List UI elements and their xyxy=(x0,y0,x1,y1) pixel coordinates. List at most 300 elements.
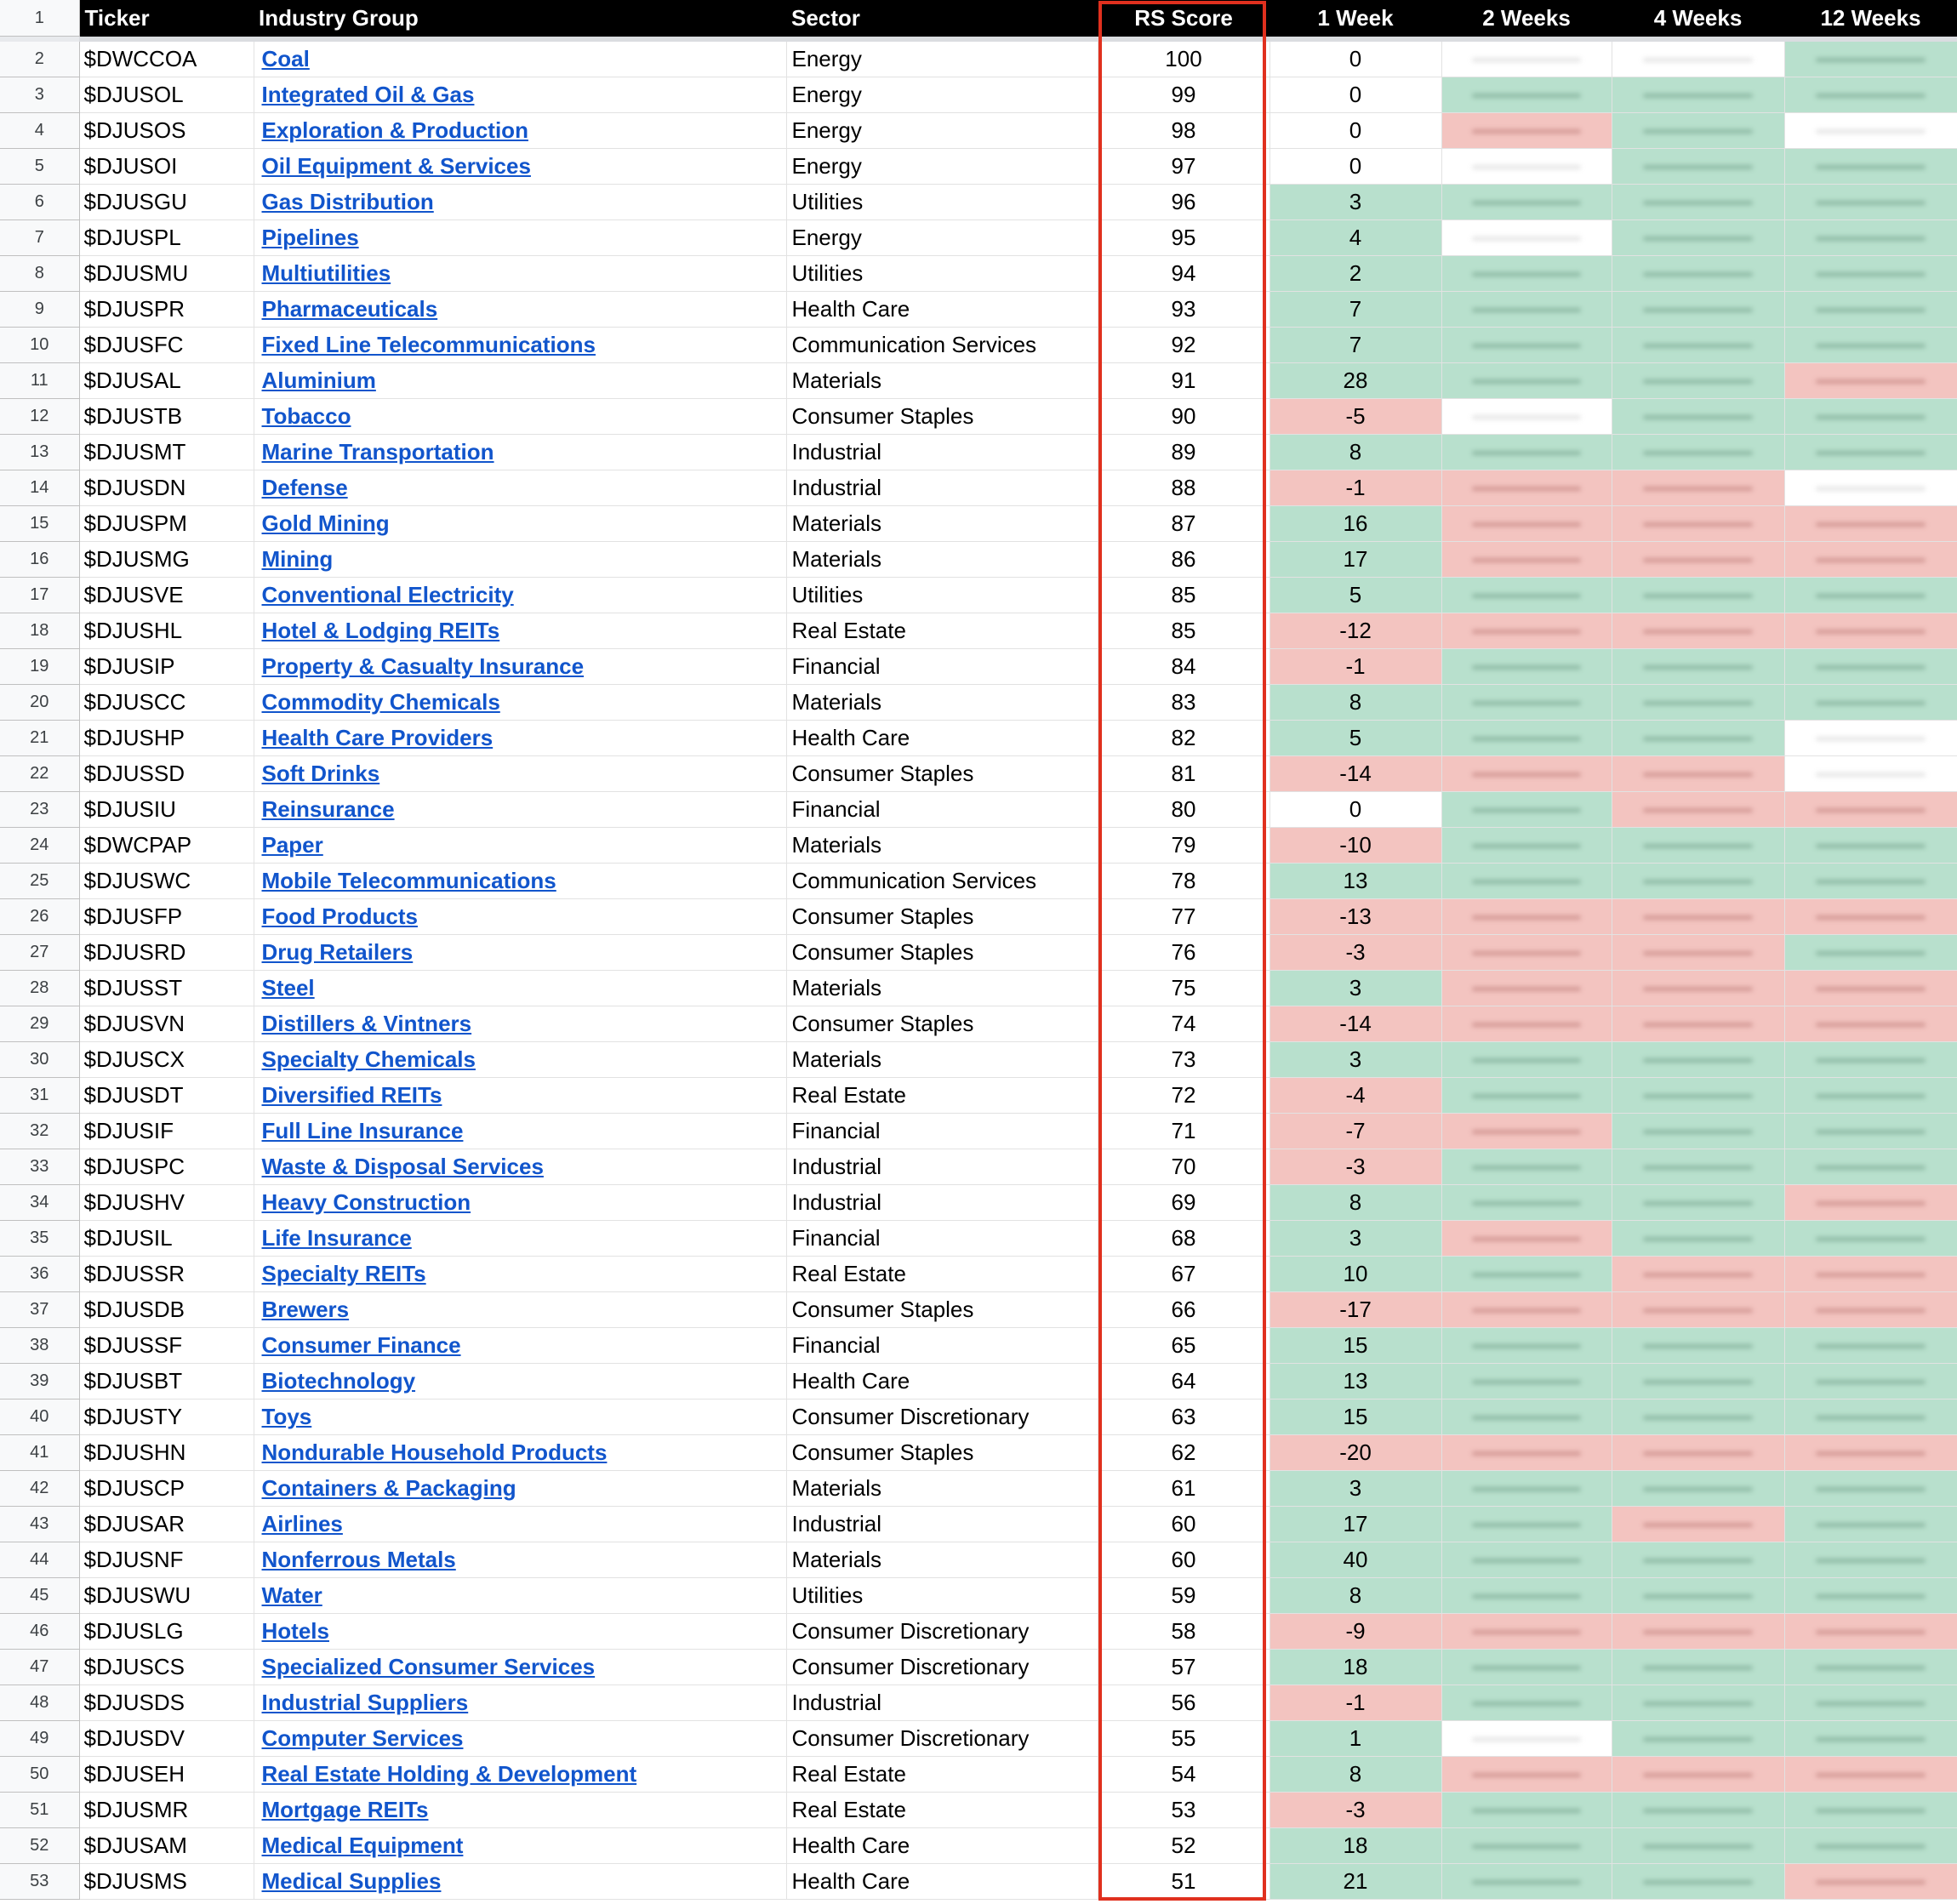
rs-score-cell[interactable]: 87 xyxy=(1098,506,1269,542)
row-number[interactable]: 51 xyxy=(0,1793,79,1828)
two-weeks-change-cell[interactable] xyxy=(1441,792,1612,828)
table-row[interactable] xyxy=(0,328,1957,363)
four-weeks-change-cell[interactable] xyxy=(1612,1042,1784,1078)
twelve-weeks-change-cell[interactable] xyxy=(1784,328,1957,363)
one-week-change-cell[interactable]: 40 xyxy=(1269,1542,1441,1578)
four-weeks-change-cell[interactable] xyxy=(1612,1257,1784,1292)
industry-group-cell[interactable] xyxy=(254,1471,786,1507)
four-weeks-change-cell[interactable] xyxy=(1612,685,1784,721)
one-week-change-cell[interactable]: -14 xyxy=(1269,756,1441,792)
one-week-change-cell[interactable]: 15 xyxy=(1269,1399,1441,1435)
sector-cell[interactable]: Health Care xyxy=(786,292,1098,328)
one-week-change-cell[interactable]: 5 xyxy=(1269,721,1441,756)
industry-group-link[interactable]: Pharmaceuticals xyxy=(261,296,438,322)
four-weeks-change-cell[interactable] xyxy=(1612,1364,1784,1399)
table-row[interactable] xyxy=(0,1221,1957,1257)
two-weeks-change-cell[interactable] xyxy=(1441,1185,1612,1221)
table-row[interactable] xyxy=(0,1578,1957,1614)
sector-cell[interactable]: Real Estate xyxy=(786,1793,1098,1828)
table-row[interactable] xyxy=(0,1399,1957,1435)
two-weeks-change-cell[interactable] xyxy=(1441,1328,1612,1364)
row-number[interactable]: 53 xyxy=(0,1864,79,1900)
one-week-change-cell[interactable]: 8 xyxy=(1269,1185,1441,1221)
row-number[interactable]: 28 xyxy=(0,971,79,1006)
table-row[interactable] xyxy=(0,220,1957,256)
ticker-cell[interactable]: $DJUSVN xyxy=(79,1006,254,1042)
two-weeks-change-cell[interactable] xyxy=(1441,1578,1612,1614)
row-number[interactable]: 3 xyxy=(0,77,79,113)
row-number[interactable]: 16 xyxy=(0,542,79,578)
row-number[interactable]: 47 xyxy=(0,1650,79,1685)
two-weeks-change-cell[interactable] xyxy=(1441,1257,1612,1292)
ticker-cell[interactable]: $DJUSOI xyxy=(79,149,254,185)
table-row[interactable] xyxy=(0,1149,1957,1185)
twelve-weeks-change-cell[interactable] xyxy=(1784,1507,1957,1542)
ticker-cell[interactable]: $DJUSIU xyxy=(79,792,254,828)
twelve-weeks-change-cell[interactable] xyxy=(1784,1078,1957,1114)
two-weeks-change-cell[interactable] xyxy=(1441,1614,1612,1650)
industry-group-cell[interactable] xyxy=(254,42,786,77)
rs-score-cell[interactable]: 96 xyxy=(1098,185,1269,220)
rs-score-cell[interactable]: 88 xyxy=(1098,470,1269,506)
one-week-change-cell[interactable]: 21 xyxy=(1269,1864,1441,1900)
industry-group-cell[interactable] xyxy=(254,1149,786,1185)
industry-group-link[interactable]: Mortgage REITs xyxy=(261,1797,429,1822)
four-weeks-change-cell[interactable] xyxy=(1612,328,1784,363)
table-row[interactable] xyxy=(0,1721,1957,1757)
four-weeks-change-cell[interactable] xyxy=(1612,1078,1784,1114)
sector-cell[interactable]: Financial xyxy=(786,1328,1098,1364)
row-number[interactable]: 14 xyxy=(0,470,79,506)
industry-group-cell[interactable] xyxy=(254,828,786,864)
industry-group-cell[interactable] xyxy=(254,1257,786,1292)
industry-group-cell[interactable] xyxy=(254,1685,786,1721)
twelve-weeks-change-cell[interactable] xyxy=(1784,77,1957,113)
sector-cell[interactable]: Consumer Staples xyxy=(786,899,1098,935)
table-row[interactable] xyxy=(0,1114,1957,1149)
rs-score-cell[interactable]: 100 xyxy=(1098,42,1269,77)
table-row[interactable] xyxy=(0,756,1957,792)
rs-score-cell[interactable]: 57 xyxy=(1098,1650,1269,1685)
four-weeks-change-cell[interactable] xyxy=(1612,1864,1784,1900)
row-number[interactable]: 31 xyxy=(0,1078,79,1114)
four-weeks-change-cell[interactable] xyxy=(1612,1399,1784,1435)
table-row[interactable] xyxy=(0,1793,1957,1828)
four-weeks-change-cell[interactable] xyxy=(1612,864,1784,899)
table-row[interactable] xyxy=(0,542,1957,578)
rs-score-cell[interactable]: 83 xyxy=(1098,685,1269,721)
twelve-weeks-change-cell[interactable] xyxy=(1784,435,1957,470)
industry-group-cell[interactable] xyxy=(254,1328,786,1364)
two-weeks-change-cell[interactable] xyxy=(1441,470,1612,506)
row-number[interactable]: 41 xyxy=(0,1435,79,1471)
table-row[interactable] xyxy=(0,1292,1957,1328)
twelve-weeks-change-cell[interactable] xyxy=(1784,1185,1957,1221)
sector-cell[interactable]: Materials xyxy=(786,363,1098,399)
two-weeks-change-cell[interactable] xyxy=(1441,1650,1612,1685)
sector-cell[interactable]: Industrial xyxy=(786,1149,1098,1185)
twelve-weeks-change-cell[interactable] xyxy=(1784,721,1957,756)
industry-group-link[interactable]: Exploration & Production xyxy=(261,117,528,143)
two-weeks-change-cell[interactable] xyxy=(1441,1006,1612,1042)
row-number[interactable]: 45 xyxy=(0,1578,79,1614)
two-weeks-change-cell[interactable] xyxy=(1441,220,1612,256)
two-weeks-change-cell[interactable] xyxy=(1441,1542,1612,1578)
industry-group-cell[interactable] xyxy=(254,649,786,685)
sector-cell[interactable]: Real Estate xyxy=(786,1257,1098,1292)
four-weeks-change-cell[interactable] xyxy=(1612,1221,1784,1257)
rs-score-cell[interactable]: 85 xyxy=(1098,578,1269,613)
ticker-cell[interactable]: $DJUSMT xyxy=(79,435,254,470)
twelve-weeks-change-cell[interactable] xyxy=(1784,1864,1957,1900)
sector-cell[interactable]: Materials xyxy=(786,971,1098,1006)
four-weeks-change-cell[interactable] xyxy=(1612,1650,1784,1685)
industry-group-cell[interactable] xyxy=(254,1435,786,1471)
sector-cell[interactable]: Consumer Staples xyxy=(786,1435,1098,1471)
two-weeks-change-cell[interactable] xyxy=(1441,756,1612,792)
one-week-change-cell[interactable]: 4 xyxy=(1269,220,1441,256)
table-row[interactable] xyxy=(0,1650,1957,1685)
four-weeks-change-cell[interactable] xyxy=(1612,1006,1784,1042)
rs-score-cell[interactable]: 79 xyxy=(1098,828,1269,864)
industry-group-cell[interactable] xyxy=(254,721,786,756)
rs-score-cell[interactable]: 51 xyxy=(1098,1864,1269,1900)
four-weeks-change-cell[interactable] xyxy=(1612,1542,1784,1578)
industry-group-cell[interactable] xyxy=(254,185,786,220)
four-weeks-change-cell[interactable] xyxy=(1612,828,1784,864)
industry-group-cell[interactable] xyxy=(254,506,786,542)
ticker-cell[interactable]: $DJUSGU xyxy=(79,185,254,220)
four-weeks-change-cell[interactable] xyxy=(1612,1721,1784,1757)
row-number[interactable]: 48 xyxy=(0,1685,79,1721)
industry-group-link[interactable]: Real Estate Holding & Development xyxy=(261,1761,637,1787)
table-row[interactable] xyxy=(0,185,1957,220)
four-weeks-change-cell[interactable] xyxy=(1612,1292,1784,1328)
four-weeks-change-cell[interactable] xyxy=(1612,1507,1784,1542)
four-weeks-change-cell[interactable] xyxy=(1612,220,1784,256)
sector-cell[interactable]: Materials xyxy=(786,1542,1098,1578)
rs-score-cell[interactable]: 76 xyxy=(1098,935,1269,971)
sector-cell[interactable]: Financial xyxy=(786,792,1098,828)
industry-group-link[interactable]: Commodity Chemicals xyxy=(261,689,500,715)
two-weeks-change-cell[interactable] xyxy=(1441,899,1612,935)
ticker-cell[interactable]: $DJUSSD xyxy=(79,756,254,792)
table-row[interactable] xyxy=(0,792,1957,828)
row-number[interactable]: 25 xyxy=(0,864,79,899)
four-weeks-change-cell[interactable] xyxy=(1612,1757,1784,1793)
row-number[interactable]: 11 xyxy=(0,363,79,399)
twelve-weeks-change-cell[interactable] xyxy=(1784,42,1957,77)
ticker-cell[interactable]: $DJUSDV xyxy=(79,1721,254,1757)
sector-cell[interactable]: Energy xyxy=(786,149,1098,185)
twelve-weeks-change-cell[interactable] xyxy=(1784,220,1957,256)
industry-group-cell[interactable] xyxy=(254,1614,786,1650)
table-row[interactable] xyxy=(0,363,1957,399)
industry-group-cell[interactable] xyxy=(254,864,786,899)
ticker-cell[interactable]: $DJUSHN xyxy=(79,1435,254,1471)
industry-group-cell[interactable] xyxy=(254,685,786,721)
row-number[interactable]: 23 xyxy=(0,792,79,828)
one-week-change-cell[interactable]: -5 xyxy=(1269,399,1441,435)
industry-group-link[interactable]: Pipelines xyxy=(261,225,359,250)
industry-group-link[interactable]: Water xyxy=(261,1582,322,1608)
two-weeks-change-cell[interactable] xyxy=(1441,1793,1612,1828)
row-number[interactable]: 43 xyxy=(0,1507,79,1542)
industry-group-link[interactable]: Biotechnology xyxy=(261,1368,416,1394)
rs-score-cell[interactable]: 91 xyxy=(1098,363,1269,399)
twelve-weeks-change-cell[interactable] xyxy=(1784,542,1957,578)
sector-cell[interactable]: Health Care xyxy=(786,1828,1098,1864)
one-week-change-cell[interactable]: 13 xyxy=(1269,1364,1441,1399)
four-weeks-change-cell[interactable] xyxy=(1612,470,1784,506)
table-row[interactable] xyxy=(0,42,1957,77)
one-week-change-cell[interactable]: 0 xyxy=(1269,42,1441,77)
industry-group-link[interactable]: Paper xyxy=(261,832,323,858)
industry-group-cell[interactable] xyxy=(254,1114,786,1149)
four-weeks-change-cell[interactable] xyxy=(1612,1114,1784,1149)
sector-cell[interactable]: Financial xyxy=(786,1114,1098,1149)
rs-score-cell[interactable]: 84 xyxy=(1098,649,1269,685)
rs-score-cell[interactable]: 70 xyxy=(1098,1149,1269,1185)
row-number[interactable]: 50 xyxy=(0,1757,79,1793)
rs-score-cell[interactable]: 67 xyxy=(1098,1257,1269,1292)
one-week-change-cell[interactable]: 16 xyxy=(1269,506,1441,542)
one-week-change-cell[interactable]: 1 xyxy=(1269,1721,1441,1757)
table-row[interactable] xyxy=(0,828,1957,864)
industry-group-cell[interactable] xyxy=(254,149,786,185)
table-row[interactable] xyxy=(0,1757,1957,1793)
twelve-weeks-change-cell[interactable] xyxy=(1784,363,1957,399)
rs-score-cell[interactable]: 78 xyxy=(1098,864,1269,899)
twelve-weeks-change-cell[interactable] xyxy=(1784,1721,1957,1757)
industry-group-cell[interactable] xyxy=(254,113,786,149)
twelve-weeks-change-cell[interactable] xyxy=(1784,1650,1957,1685)
sector-cell[interactable]: Industrial xyxy=(786,435,1098,470)
table-row[interactable] xyxy=(0,470,1957,506)
one-week-change-cell[interactable]: -20 xyxy=(1269,1435,1441,1471)
twelve-weeks-change-cell[interactable] xyxy=(1784,1471,1957,1507)
two-weeks-change-cell[interactable] xyxy=(1441,1292,1612,1328)
twelve-weeks-change-cell[interactable] xyxy=(1784,1578,1957,1614)
sector-cell[interactable]: Utilities xyxy=(786,256,1098,292)
ticker-cell[interactable]: $DJUSBT xyxy=(79,1364,254,1399)
industry-group-link[interactable]: Fixed Line Telecommunications xyxy=(261,332,596,357)
sector-cell[interactable]: Materials xyxy=(786,828,1098,864)
twelve-weeks-change-cell[interactable] xyxy=(1784,899,1957,935)
table-row[interactable] xyxy=(0,1364,1957,1399)
row-number[interactable]: 2 xyxy=(0,42,79,77)
row-number[interactable]: 24 xyxy=(0,828,79,864)
rs-score-cell[interactable]: 98 xyxy=(1098,113,1269,149)
industry-group-cell[interactable] xyxy=(254,220,786,256)
table-row[interactable] xyxy=(0,721,1957,756)
row-number[interactable]: 30 xyxy=(0,1042,79,1078)
two-weeks-change-cell[interactable] xyxy=(1441,77,1612,113)
two-weeks-change-cell[interactable] xyxy=(1441,971,1612,1006)
industry-group-cell[interactable] xyxy=(254,1828,786,1864)
industry-group-cell[interactable] xyxy=(254,1221,786,1257)
ticker-cell[interactable]: $DJUSFP xyxy=(79,899,254,935)
sector-cell[interactable]: Industrial xyxy=(786,1685,1098,1721)
one-week-change-cell[interactable]: -1 xyxy=(1269,470,1441,506)
row-number[interactable]: 6 xyxy=(0,185,79,220)
four-weeks-change-cell[interactable] xyxy=(1612,1435,1784,1471)
industry-group-link[interactable]: Computer Services xyxy=(261,1725,464,1751)
table-row[interactable] xyxy=(0,1864,1957,1900)
twelve-weeks-change-cell[interactable] xyxy=(1784,256,1957,292)
industry-group-cell[interactable] xyxy=(254,1542,786,1578)
rs-score-cell[interactable]: 99 xyxy=(1098,77,1269,113)
one-week-change-cell[interactable]: 3 xyxy=(1269,1042,1441,1078)
table-row[interactable] xyxy=(0,935,1957,971)
sector-cell[interactable]: Energy xyxy=(786,220,1098,256)
industry-group-link[interactable]: Nondurable Household Products xyxy=(261,1439,608,1465)
four-weeks-change-cell[interactable] xyxy=(1612,1793,1784,1828)
four-weeks-change-cell[interactable] xyxy=(1612,363,1784,399)
ticker-cell[interactable]: $DJUSAL xyxy=(79,363,254,399)
industry-group-link[interactable]: Specialty Chemicals xyxy=(261,1046,476,1072)
sector-cell[interactable]: Consumer Discretionary xyxy=(786,1399,1098,1435)
twelve-weeks-change-cell[interactable] xyxy=(1784,292,1957,328)
ticker-cell[interactable]: $DJUSOS xyxy=(79,113,254,149)
rs-score-cell[interactable]: 60 xyxy=(1098,1507,1269,1542)
table-row[interactable] xyxy=(0,1471,1957,1507)
table-row[interactable] xyxy=(0,1542,1957,1578)
row-number[interactable]: 32 xyxy=(0,1114,79,1149)
two-weeks-change-cell[interactable] xyxy=(1441,649,1612,685)
industry-group-link[interactable]: Hotel & Lodging REITs xyxy=(261,618,500,643)
twelve-weeks-change-cell[interactable] xyxy=(1784,470,1957,506)
row-number[interactable]: 34 xyxy=(0,1185,79,1221)
ticker-cell[interactable]: $DJUSDB xyxy=(79,1292,254,1328)
industry-group-link[interactable]: Industrial Suppliers xyxy=(261,1690,469,1715)
two-weeks-change-cell[interactable] xyxy=(1441,578,1612,613)
four-weeks-change-cell[interactable] xyxy=(1612,77,1784,113)
sector-cell[interactable]: Materials xyxy=(786,1042,1098,1078)
four-weeks-change-cell[interactable] xyxy=(1612,292,1784,328)
industry-group-link[interactable]: Brewers xyxy=(261,1297,350,1322)
column-header-12-weeks[interactable]: 12 Weeks xyxy=(1784,0,1957,37)
industry-group-cell[interactable] xyxy=(254,1364,786,1399)
rs-score-cell[interactable]: 66 xyxy=(1098,1292,1269,1328)
row-number[interactable]: 37 xyxy=(0,1292,79,1328)
table-row[interactable] xyxy=(0,1185,1957,1221)
industry-group-cell[interactable] xyxy=(254,756,786,792)
twelve-weeks-change-cell[interactable] xyxy=(1784,1221,1957,1257)
sector-cell[interactable]: Health Care xyxy=(786,1364,1098,1399)
rs-score-cell[interactable]: 64 xyxy=(1098,1364,1269,1399)
row-number[interactable]: 13 xyxy=(0,435,79,470)
industry-group-link[interactable]: Medical Equipment xyxy=(261,1833,464,1858)
industry-group-link[interactable]: Integrated Oil & Gas xyxy=(261,82,475,107)
four-weeks-change-cell[interactable] xyxy=(1612,185,1784,220)
two-weeks-change-cell[interactable] xyxy=(1441,328,1612,363)
rs-score-cell[interactable]: 90 xyxy=(1098,399,1269,435)
industry-group-cell[interactable] xyxy=(254,470,786,506)
ticker-cell[interactable]: $DJUSAR xyxy=(79,1507,254,1542)
rs-score-cell[interactable]: 71 xyxy=(1098,1114,1269,1149)
ticker-cell[interactable]: $DJUSSF xyxy=(79,1328,254,1364)
table-row[interactable] xyxy=(0,77,1957,113)
two-weeks-change-cell[interactable] xyxy=(1441,363,1612,399)
industry-group-link[interactable]: Mobile Telecommunications xyxy=(261,868,556,893)
industry-group-link[interactable]: Heavy Construction xyxy=(261,1189,471,1215)
row-number[interactable]: 38 xyxy=(0,1328,79,1364)
rs-score-cell[interactable]: 77 xyxy=(1098,899,1269,935)
two-weeks-change-cell[interactable] xyxy=(1441,1221,1612,1257)
industry-group-link[interactable]: Specialized Consumer Services xyxy=(261,1654,596,1679)
rs-score-cell[interactable]: 56 xyxy=(1098,1685,1269,1721)
rs-score-cell[interactable]: 74 xyxy=(1098,1006,1269,1042)
two-weeks-change-cell[interactable] xyxy=(1441,1507,1612,1542)
table-row[interactable] xyxy=(0,292,1957,328)
four-weeks-change-cell[interactable] xyxy=(1612,1471,1784,1507)
two-weeks-change-cell[interactable] xyxy=(1441,1078,1612,1114)
industry-group-cell[interactable] xyxy=(254,399,786,435)
sector-cell[interactable]: Consumer Staples xyxy=(786,1006,1098,1042)
industry-group-cell[interactable] xyxy=(254,1864,786,1900)
industry-group-link[interactable]: Medical Supplies xyxy=(261,1868,442,1894)
ticker-cell[interactable]: $DJUSCS xyxy=(79,1650,254,1685)
table-row[interactable] xyxy=(0,1828,1957,1864)
twelve-weeks-change-cell[interactable] xyxy=(1784,864,1957,899)
ticker-cell[interactable]: $DJUSRD xyxy=(79,935,254,971)
ticker-cell[interactable]: $DJUSVE xyxy=(79,578,254,613)
one-week-change-cell[interactable]: -4 xyxy=(1269,1078,1441,1114)
table-row[interactable] xyxy=(0,1685,1957,1721)
one-week-change-cell[interactable]: -3 xyxy=(1269,935,1441,971)
ticker-cell[interactable]: $DJUSMU xyxy=(79,256,254,292)
row-number[interactable]: 39 xyxy=(0,1364,79,1399)
twelve-weeks-change-cell[interactable] xyxy=(1784,506,1957,542)
row-number-header[interactable]: 1 xyxy=(0,0,79,37)
industry-group-link[interactable]: Coal xyxy=(261,46,310,71)
industry-group-link[interactable]: Health Care Providers xyxy=(261,725,494,750)
ticker-cell[interactable]: $DJUSSR xyxy=(79,1257,254,1292)
industry-group-link[interactable]: Distillers & Vintners xyxy=(261,1011,472,1036)
ticker-cell[interactable]: $DJUSIL xyxy=(79,1221,254,1257)
one-week-change-cell[interactable]: 18 xyxy=(1269,1650,1441,1685)
four-weeks-change-cell[interactable] xyxy=(1612,1185,1784,1221)
column-header-1-week[interactable]: 1 Week xyxy=(1269,0,1441,37)
four-weeks-change-cell[interactable] xyxy=(1612,1328,1784,1364)
row-number[interactable]: 5 xyxy=(0,149,79,185)
one-week-change-cell[interactable]: 3 xyxy=(1269,1221,1441,1257)
twelve-weeks-change-cell[interactable] xyxy=(1784,149,1957,185)
one-week-change-cell[interactable]: -10 xyxy=(1269,828,1441,864)
twelve-weeks-change-cell[interactable] xyxy=(1784,613,1957,649)
two-weeks-change-cell[interactable] xyxy=(1441,1721,1612,1757)
column-header-rs-score[interactable]: RS Score xyxy=(1098,0,1269,37)
twelve-weeks-change-cell[interactable] xyxy=(1784,578,1957,613)
two-weeks-change-cell[interactable] xyxy=(1441,185,1612,220)
table-row[interactable] xyxy=(0,649,1957,685)
industry-group-link[interactable]: Multiutilities xyxy=(261,260,391,286)
twelve-weeks-change-cell[interactable] xyxy=(1784,1614,1957,1650)
four-weeks-change-cell[interactable] xyxy=(1612,1614,1784,1650)
ticker-cell[interactable]: $DJUSCP xyxy=(79,1471,254,1507)
row-number[interactable]: 12 xyxy=(0,399,79,435)
industry-group-cell[interactable] xyxy=(254,1793,786,1828)
one-week-change-cell[interactable]: -13 xyxy=(1269,899,1441,935)
one-week-change-cell[interactable]: 0 xyxy=(1269,149,1441,185)
twelve-weeks-change-cell[interactable] xyxy=(1784,1399,1957,1435)
sector-cell[interactable]: Real Estate xyxy=(786,1078,1098,1114)
industry-group-link[interactable]: Containers & Packaging xyxy=(261,1475,516,1501)
one-week-change-cell[interactable]: 15 xyxy=(1269,1328,1441,1364)
industry-group-cell[interactable] xyxy=(254,1721,786,1757)
row-number[interactable]: 9 xyxy=(0,292,79,328)
